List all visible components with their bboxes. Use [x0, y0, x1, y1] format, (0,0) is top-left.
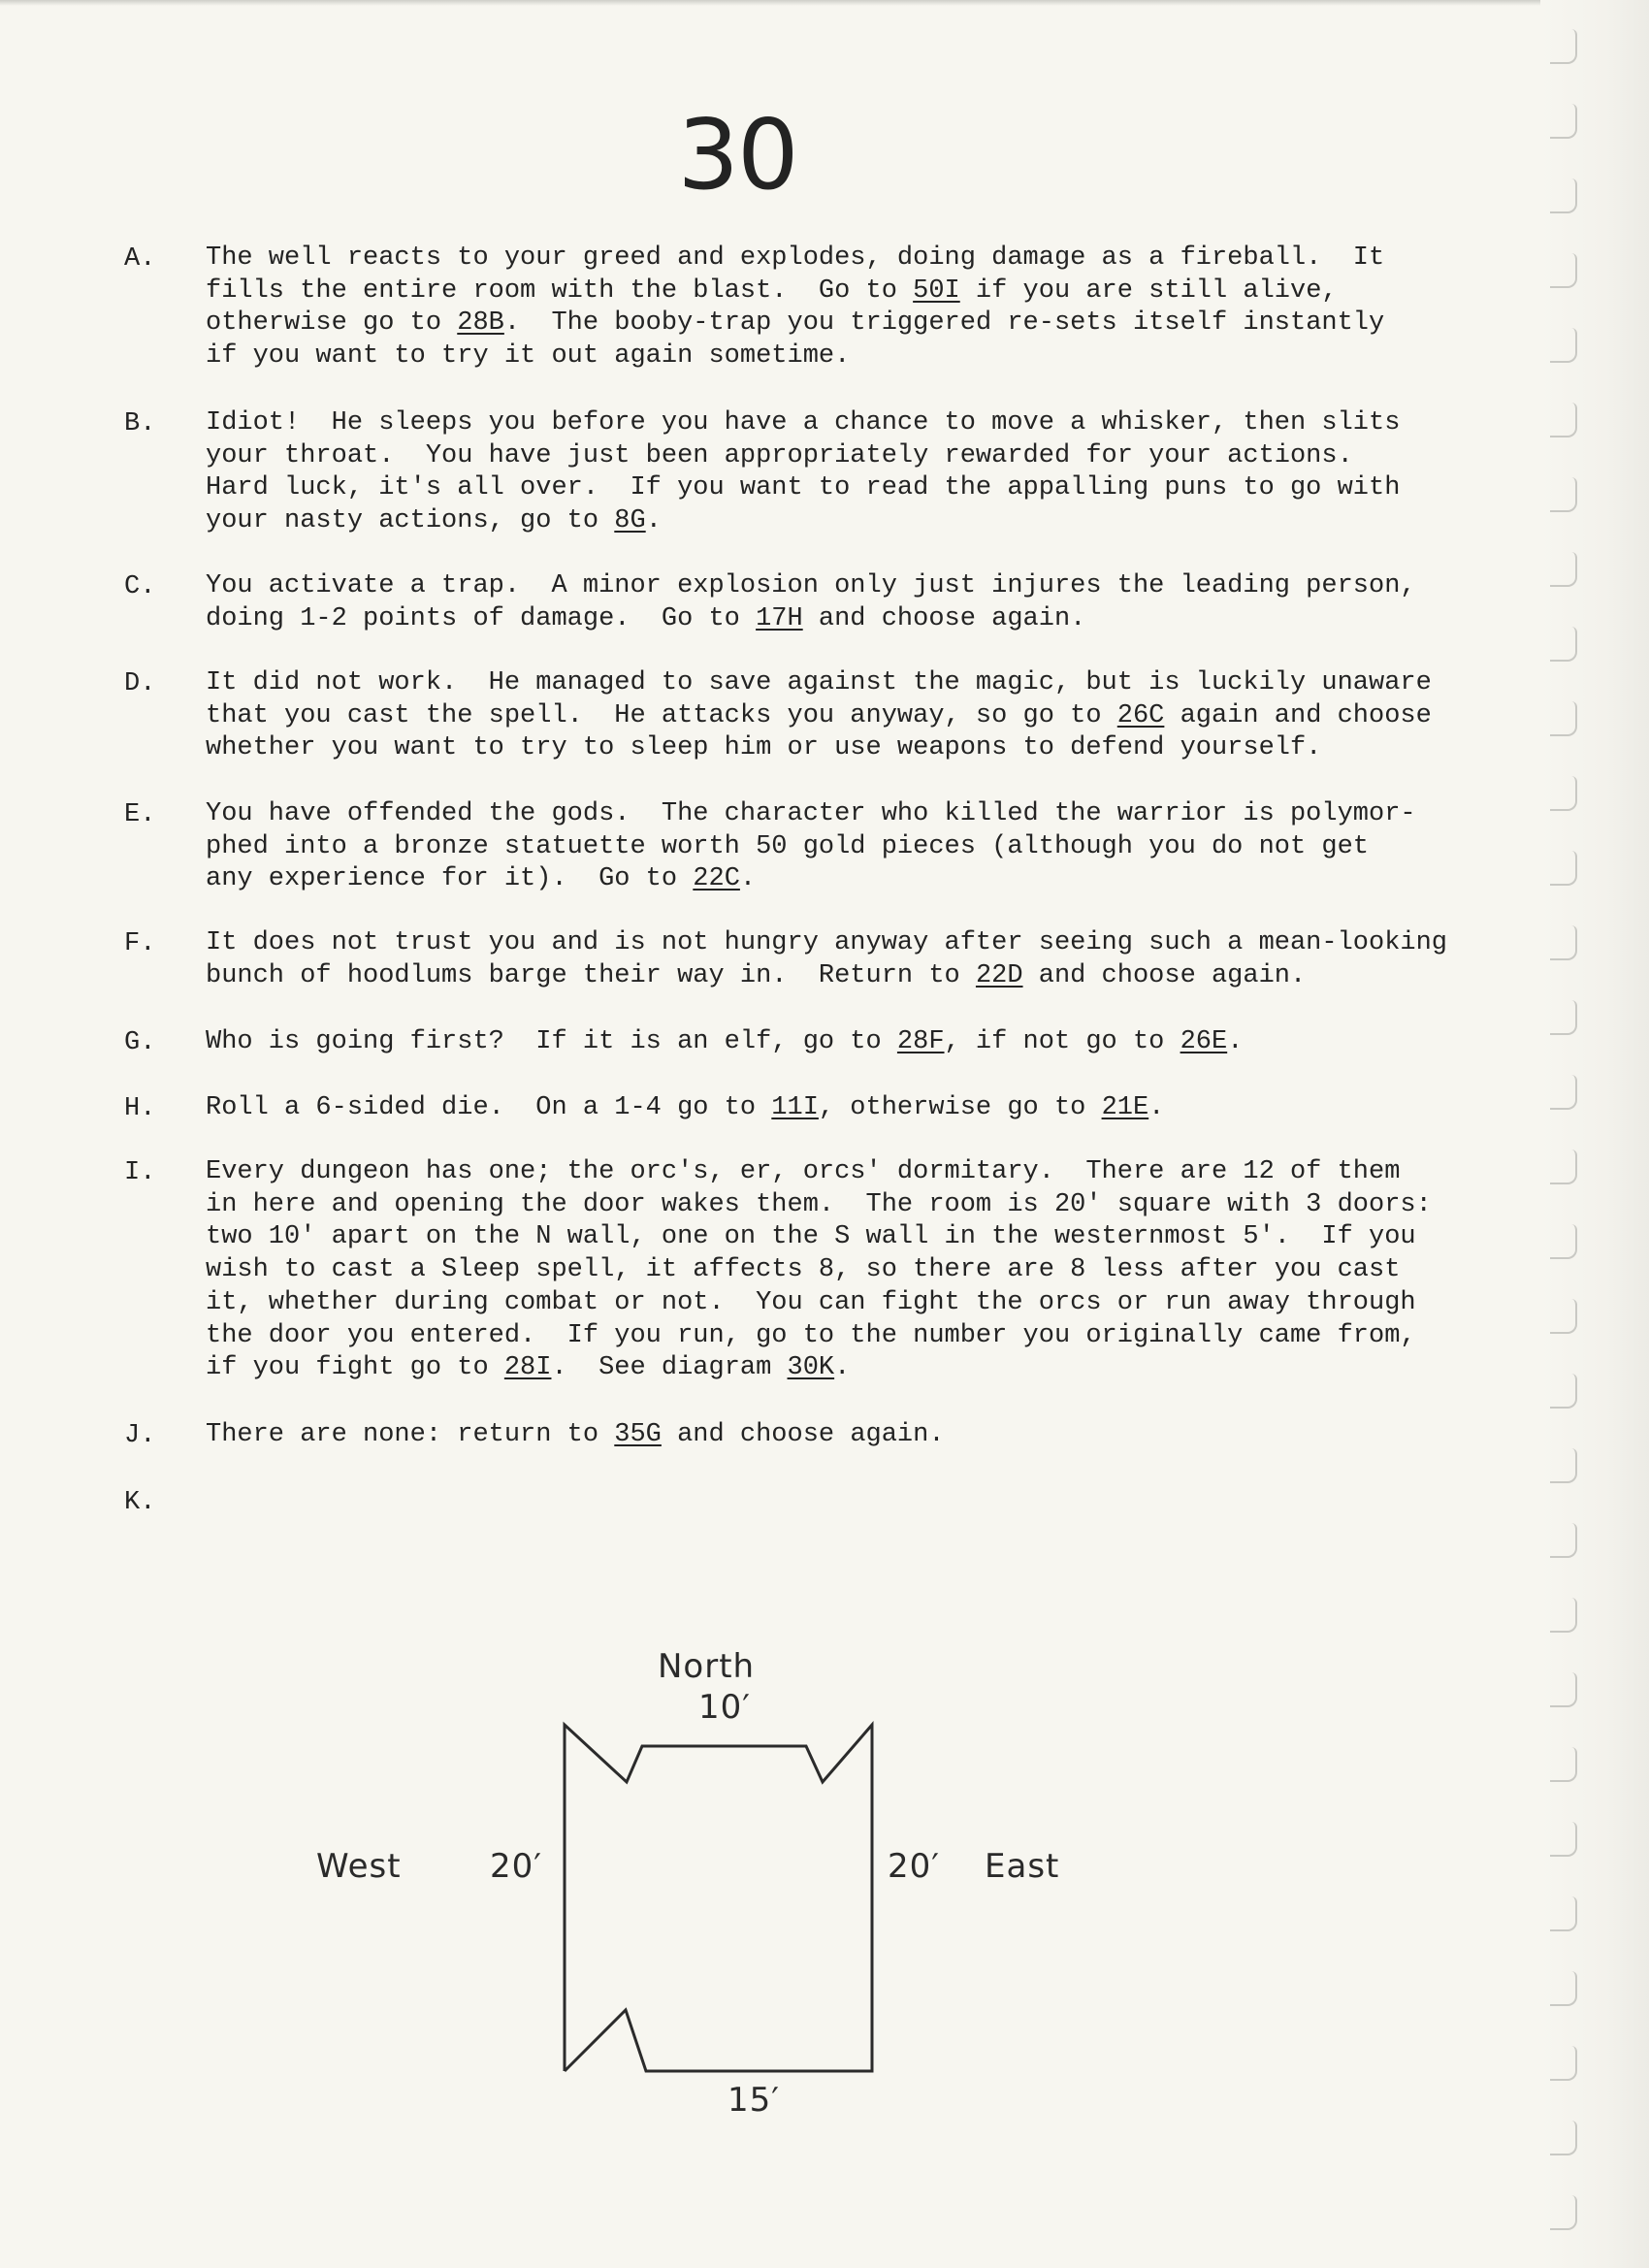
entry-text	[206, 243, 1622, 373]
binding-hole	[1550, 104, 1577, 139]
entry-text-segment: and choose again.	[661, 1420, 945, 1449]
binding-hole	[1550, 2195, 1577, 2230]
north-label: North	[658, 1647, 756, 1686]
entry-text-segment: Who is going first? If it is an elf, go to	[206, 1027, 897, 1056]
binding-hole	[1550, 178, 1577, 213]
north-dimension: 10′	[698, 1688, 751, 1727]
binding-hole	[1550, 1672, 1577, 1707]
entry-letter: C.	[124, 572, 156, 601]
section-reference-link[interactable]: 30K	[787, 1353, 835, 1383]
west-label: West	[316, 1847, 402, 1886]
entry-text-segment: You have offended the gods. The character who killed the warrior is polymor- phed into a bronze statuette worth 50 gold pieces (although you do not get any experience for it). Go to	[206, 799, 1416, 894]
binding-hole	[1550, 2046, 1577, 2081]
binding-hole	[1550, 1448, 1577, 1483]
entry-text	[206, 1419, 1622, 1452]
entry-text-segment: .	[834, 1353, 851, 1383]
section-reference-link[interactable]: 17H	[756, 603, 803, 633]
section-reference-link[interactable]: 11I	[771, 1093, 819, 1122]
entry-letter: G.	[124, 1028, 156, 1057]
section-reference-link[interactable]: 22C	[693, 864, 740, 894]
south-dimension: 15′	[728, 2081, 780, 2120]
entry-letter: K.	[124, 1488, 156, 1517]
entry-letter: A.	[124, 244, 156, 274]
section-reference-link[interactable]: 28I	[503, 1353, 552, 1383]
section-reference-link[interactable]: 26E	[1180, 1027, 1228, 1056]
entry-text-segment: , otherwise go to	[818, 1093, 1102, 1122]
entry-text-segment: There are none: return to	[206, 1420, 615, 1449]
entry-text-segment: , if not go to	[944, 1027, 1180, 1056]
entry-text-segment: Idiot! He sleeps you before you have a chance to move a whisker, then slits your throat. You have just been appropriately rewarded for your actions. Hard luck, it's all over. If you want to read the appalling puns to go with your nasty actions, go to	[206, 408, 1401, 536]
entry-text-segment: Every dungeon has one; the orc's, er, orcs' dormitary. There are 12 of them in here and opening the door wakes them. The room is 20' square with 3 doors: two 10' apart on the N wall, one on the S wall in the westernmost 5'. If you wish to cast a Sleep spell, it affects 8, so there are 8 less after you cast it, whether during combat or not. You can fight the orcs or run away through the door you entered. If you run, go to the number you originally came from, if you fight go to	[206, 1157, 1432, 1383]
entry-text-segment: It does not trust you and is not hungry anyway after seeing such a mean-looking bunch of hoodlums barge their way in. Return to	[206, 928, 1448, 990]
entry-text-segment: It did not work. He managed to save against the magic, but is luckily unaware that you cast the spell. He attacks you anyway, so go to	[206, 668, 1432, 730]
section-reference-link[interactable]: 28B	[457, 308, 504, 339]
entry-letter: D.	[124, 669, 156, 698]
entry-text	[206, 927, 1622, 992]
entry-letter: E.	[124, 800, 156, 829]
entry-text-segment: . The booby-trap you triggered re-sets itself instantly if you want to try it out again sometime.	[206, 308, 1385, 372]
binding-hole	[1550, 1971, 1577, 2006]
binding-hole	[1550, 1822, 1577, 1857]
entry-text	[206, 798, 1622, 896]
entry-letter: J.	[124, 1421, 156, 1450]
binding-hole	[1550, 29, 1577, 64]
entry-text-segment: and choose again.	[1022, 960, 1307, 990]
page-top-edge	[0, 0, 1649, 6]
entry-letter: B.	[124, 409, 156, 438]
entry-text-segment: . See diagram	[551, 1353, 788, 1383]
entry-text-segment: You activate a trap. A minor explosion only just injures the leading person, doing 1-2 points of damage. Go to	[206, 571, 1416, 633]
east-dimension: 20′	[888, 1847, 940, 1886]
entry-text-segment: Roll a 6-sided die. On a 1-4 go to	[206, 1093, 772, 1122]
entry-text-segment: .	[1148, 1093, 1165, 1122]
entry-text-segment: if you are still alive, otherwise go to	[206, 275, 1338, 339]
entry-text-segment: again and choose whether you want to try to sleep him or use weapons to defend yourself.	[206, 700, 1432, 763]
section-reference-link[interactable]: 8G	[614, 506, 646, 536]
binding-hole	[1550, 2121, 1577, 2155]
west-dimension: 20′	[490, 1847, 542, 1886]
room-outline	[565, 1725, 872, 2071]
section-reference-link[interactable]: 21E	[1101, 1093, 1149, 1122]
entry-text	[206, 1026, 1622, 1059]
entry-text	[206, 407, 1622, 538]
entry-text	[206, 1156, 1622, 1385]
entry-text-segment: .	[1227, 1027, 1244, 1056]
entry-text	[206, 1092, 1622, 1125]
entry-letter: F.	[124, 929, 156, 958]
binding-hole	[1550, 1896, 1577, 1931]
binding-hole	[1550, 1747, 1577, 1782]
section-reference-link[interactable]: 22D	[975, 960, 1023, 990]
entry-text-segment: and choose again.	[802, 603, 1086, 633]
room-diagram	[291, 1639, 1164, 2124]
entry-text	[206, 667, 1622, 765]
entry-text	[206, 570, 1622, 635]
section-reference-link[interactable]: 50I	[913, 275, 960, 306]
entry-text-segment: .	[739, 864, 757, 894]
section-reference-link[interactable]: 35G	[614, 1420, 662, 1449]
binding-hole	[1550, 1598, 1577, 1633]
entry-letter: I.	[124, 1158, 156, 1187]
section-reference-link[interactable]: 26C	[1116, 700, 1165, 730]
binding-hole	[1550, 1523, 1577, 1558]
entry-letter: H.	[124, 1094, 156, 1123]
section-reference-link[interactable]: 28F	[896, 1027, 945, 1056]
east-label: East	[985, 1847, 1060, 1886]
entry-text-segment: The well reacts to your greed and explodes, doing damage as a fireball. It fills the entire room with the blast. Go to	[206, 243, 1385, 306]
page-number: 30	[677, 98, 797, 211]
entry-text-segment: .	[645, 506, 662, 536]
